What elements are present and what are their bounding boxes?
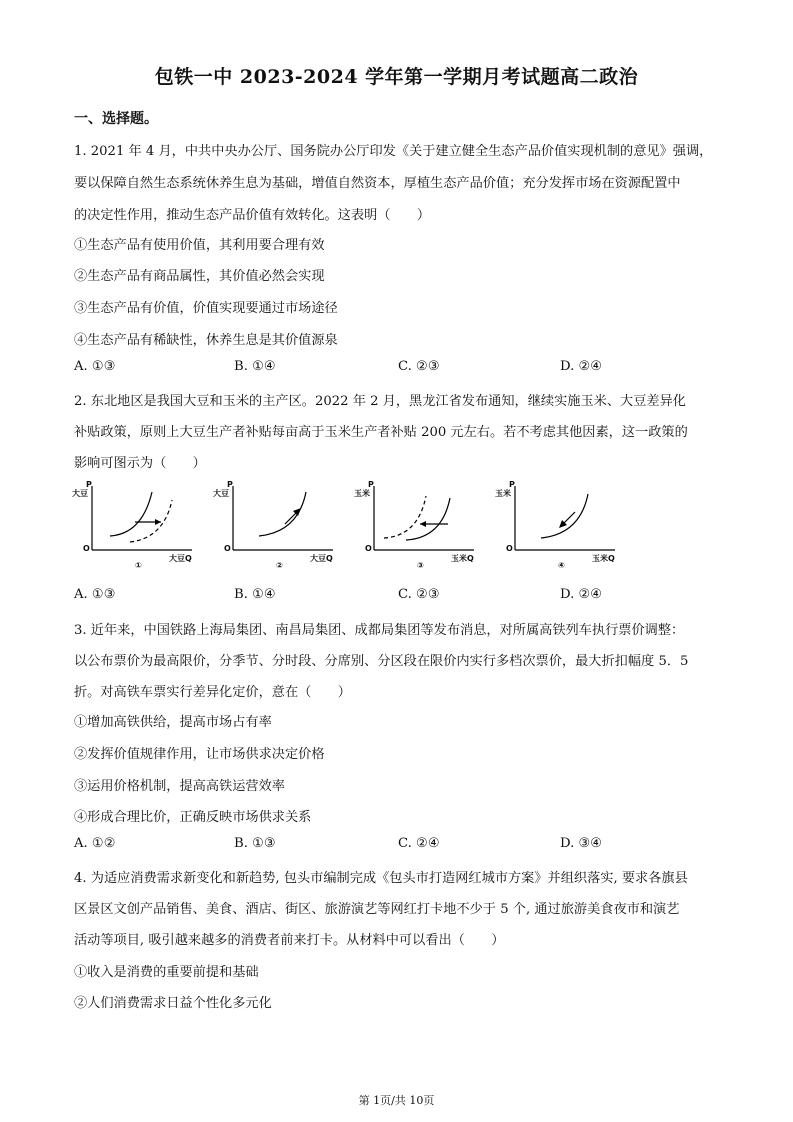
option-b: B. ①④ — [234, 359, 276, 374]
x-axis-label: 玉米Q — [451, 554, 474, 563]
q1-item: ④生态产品有稀缺性，休养生息是其价值源泉 — [74, 333, 338, 348]
q4-item: ①收入是消费的重要前提和基础 — [74, 965, 259, 980]
graph-2 — [213, 478, 343, 573]
page-title: 包铁一中 2023-2024 学年第一学期月考试题高二政治 — [154, 66, 639, 88]
graph-1 — [72, 478, 202, 573]
q4-stem-line: 活动等项目, 吸引越来越多的消费者前来打卡。从材料中可以看出（ ） — [74, 933, 505, 948]
origin-label: O — [83, 544, 90, 553]
supply-curve — [541, 494, 588, 538]
q2-stem-line: 2. 东北地区是我国大豆和玉米的主产区。2022 年 2 月，黑龙江省发布通知，继续实施玉米、大豆差异化 — [74, 394, 686, 409]
x-axis-label: 玉米Q — [592, 554, 615, 563]
option-a: A. ①③ — [74, 587, 116, 602]
y-axis-label: 大豆 — [213, 489, 229, 498]
supply-curve-shifted — [130, 500, 172, 542]
y-axis-label: 玉米 — [354, 489, 370, 498]
q1-stem-line: 要以保障自然生态系统休养生息为基础，增值自然资本，厚植生态产品价值；充分发挥市场在资源配置中 — [74, 176, 681, 191]
price-label: P — [368, 480, 374, 489]
option-b: B. ①④ — [234, 587, 276, 602]
option-d: D. ②④ — [560, 587, 603, 602]
x-axis-label: 大豆Q — [310, 554, 333, 563]
price-label: P — [509, 480, 515, 489]
q4-item: ②人们消费需求日益个性化多元化 — [74, 996, 272, 1011]
graph-3 — [354, 478, 484, 573]
graph-number: ② — [276, 561, 283, 570]
price-label: P — [227, 480, 233, 489]
q1-stem-line: 1. 2021 年 4 月，中共中央办公厅、国务院办公厅印发《关于建立健全生态产品价值实现机制的意见》强调， — [74, 144, 713, 159]
origin-label: O — [365, 544, 372, 553]
q1-options — [74, 359, 714, 377]
q3-options — [74, 836, 714, 854]
q4-stem-line: 区景区文创产品销售、美食、酒店、街区、旅游演艺等网红打卡地不少于 5 个, 通过旅游美食夜市和演艺 — [74, 902, 680, 917]
supply-curve-shifted — [384, 496, 426, 538]
graph-number: ① — [135, 561, 142, 570]
q3-stem-line: 3. 近年来，中国铁路上海局集团、南昌局集团、成都局集团等发布消息，对所属高铁列车执行票价调整： — [74, 623, 685, 638]
q3-item: ④形成合理比价，正确反映市场供求关系 — [74, 810, 312, 825]
x-axis-label: 大豆Q — [169, 554, 192, 563]
q2-stem-line: 补贴政策，原则上大豆生产者补贴每亩高于玉米生产者补贴 200 元左右。若不考虑其他因素，这一政策的 — [74, 425, 688, 440]
q2-stem-line: 影响可图示为（ ） — [74, 456, 206, 471]
q3-item: ①增加高铁供给，提高市场占有率 — [74, 715, 272, 730]
q3-item: ②发挥价值规律作用，让市场供求决定价格 — [74, 747, 325, 762]
option-a: A. ①② — [74, 836, 116, 851]
origin-label: O — [506, 544, 513, 553]
option-b: B. ①③ — [234, 836, 276, 851]
price-label: P — [86, 480, 92, 489]
q3-stem-line: 折。对高铁车票实行差异化定价，意在（ ） — [74, 685, 351, 700]
option-c: C. ②③ — [398, 587, 440, 602]
y-axis-label: 大豆 — [72, 489, 88, 498]
option-c: C. ②③ — [398, 359, 440, 374]
supply-curve — [259, 492, 306, 536]
supply-curve — [110, 492, 152, 536]
q2-options — [74, 587, 714, 605]
section-heading: 一、选择题。 — [74, 111, 158, 127]
graph-4 — [495, 478, 625, 573]
q1-item: ②生态产品有商品属性，其价值必然会实现 — [74, 269, 325, 284]
option-d: D. ②④ — [560, 359, 603, 374]
q1-stem-line: 的决定性作用，推动生态产品价值有效转化。这表明（ ） — [74, 208, 431, 223]
graph-number: ④ — [558, 561, 565, 570]
graph-number: ③ — [417, 561, 424, 570]
option-c: C. ②④ — [398, 836, 440, 851]
page-footer: 第 1页/共 10页 — [358, 1094, 435, 1107]
y-axis-label: 玉米 — [495, 489, 511, 498]
q3-item: ③运用价格机制，提高高铁运营效率 — [74, 779, 285, 794]
option-a: A. ①③ — [74, 359, 116, 374]
q3-stem-line: 以公布票价为最高限价，分季节、分时段、分席别、分区段在限价内实行多档次票价，最大折扣幅度 5．5 — [74, 654, 689, 669]
q1-item: ③生态产品有价值，价值实现要通过市场途径 — [74, 301, 338, 316]
q4-stem-line: 4. 为适应消费需求新变化和新趋势, 包头市编制完成《包头市打造网红城市方案》并组织落实, 要求各旗县 — [74, 871, 688, 886]
option-d: D. ③④ — [560, 836, 603, 851]
supply-curve — [406, 498, 450, 540]
origin-label: O — [224, 544, 231, 553]
q1-item: ①生态产品有使用价值，其利用要合理有效 — [74, 238, 325, 253]
